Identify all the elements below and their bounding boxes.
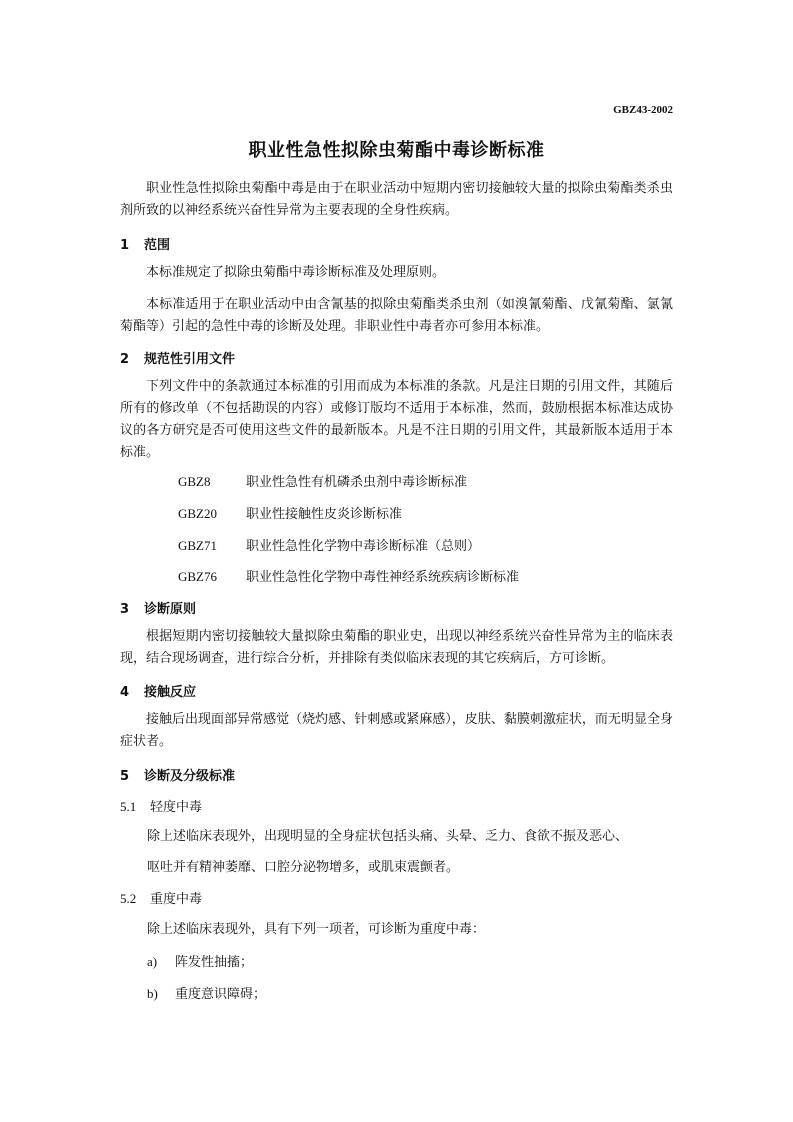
section-title: 范围 [144, 238, 171, 253]
reference-item [178, 535, 480, 554]
section-title: 诊断原则 [144, 602, 197, 617]
reference-name: 职业性急性有机磷杀虫剂中毒诊断标准 [246, 475, 468, 490]
section-title: 规范性引用文件 [144, 352, 236, 367]
section-number: 3 [120, 602, 130, 617]
intro-paragraph: 职业性急性拟除虫菊酯中毒是由于在职业活动中短期内密切接触较大量的拟除虫菊酯类杀虫剂所致的以神经系统兴奋性异常为主要表现的全身性疾病。 [120, 181, 673, 218]
section-number: 2 [120, 352, 130, 367]
subsection-number: 5.2 [120, 891, 137, 906]
subsection-number: 5.1 [120, 799, 137, 814]
reference-name: 职业性接触性皮炎诊断标准 [246, 507, 403, 522]
standard-code: GBZ43-2002 [613, 104, 673, 116]
list-marker: a) [147, 954, 158, 969]
list-item [147, 983, 266, 1002]
reference-item [178, 566, 519, 585]
subsection-title: 重度中毒 [150, 892, 203, 907]
reference-item [178, 503, 402, 522]
section-2-paragraph-1: 下列文件中的条款通过本标准的引用而成为本标准的条款。凡是注日期的引用文件，其随后所有的修改单（不包括勘误的内容）或修订版均不适用于本标准，然而，鼓励根据本标准达成协议的各方研究是否可使用这些文件的最新版本。凡是不注日期的引用文件，其最新版本适用于本标准。 [120, 379, 673, 460]
section-1-paragraph-2: 本标准适用于在职业活动中由含氰基的拟除虫菊酯类杀虫剂（如溴氰菊酯、戊氰菊酯、氯氰菊酯等）引起的急性中毒的诊断及处理。非职业性中毒者亦可参用本标准。 [120, 297, 673, 334]
section-number: 5 [120, 769, 130, 784]
reference-name: 职业性急性化学物中毒性神经系统疾病诊断标准 [246, 570, 520, 585]
section-1-paragraph-1: 本标准规定了拟除虫菊酯中毒诊断标准及处理原则。 [146, 265, 446, 280]
subsection-5-2-heading [120, 888, 202, 907]
section-4-paragraph-1: 接触后出现面部异常感觉（烧灼感、针刺感或紧麻感），皮肤、黏膜刺激症状，而无明显全身症状者。 [120, 712, 673, 749]
section-title: 接触反应 [144, 685, 197, 700]
reference-code: GBZ20 [178, 506, 217, 521]
list-item [147, 951, 253, 970]
subsection-5-1-line-2: 呕吐并有精神萎靡、口腔分泌物增多，或肌束震颤者。 [147, 860, 460, 875]
list-text: 重度意识障碍； [175, 987, 267, 1002]
list-text: 阵发性抽搐； [175, 955, 254, 970]
reference-code: GBZ8 [178, 474, 211, 489]
list-marker: b) [147, 986, 158, 1001]
section-1-heading [120, 234, 170, 253]
section-3-heading [120, 598, 196, 617]
reference-name: 职业性急性化学物中毒诊断标准（总则） [246, 539, 481, 554]
subsection-5-2-line-1: 除上述临床表现外，具有下列一项者，可诊断为重度中毒： [147, 922, 486, 937]
section-4-heading [120, 681, 196, 700]
reference-item [178, 471, 467, 490]
subsection-5-1-line-1: 除上述临床表现外，出现明显的全身症状包括头痛、头晕、乏力、食欲不振及恶心、 [147, 829, 629, 844]
subsection-5-1-heading [120, 796, 202, 815]
reference-code: GBZ71 [178, 538, 217, 553]
document-title: 职业性急性拟除虫菊酯中毒诊断标准 [248, 140, 545, 161]
section-number: 1 [120, 238, 130, 253]
section-number: 4 [120, 685, 130, 700]
reference-code: GBZ76 [178, 569, 217, 584]
subsection-title: 轻度中毒 [150, 800, 203, 815]
section-5-heading [120, 765, 235, 784]
section-3-paragraph-1: 根据短期内密切接触较大量拟除虫菊酯的职业史，出现以神经系统兴奋性异常为主的临床表现，结合现场调查，进行综合分析，并排除有类似临床表现的其它疾病后，方可诊断。 [120, 629, 673, 666]
section-2-heading [120, 348, 235, 367]
section-title: 诊断及分级标准 [144, 769, 236, 784]
